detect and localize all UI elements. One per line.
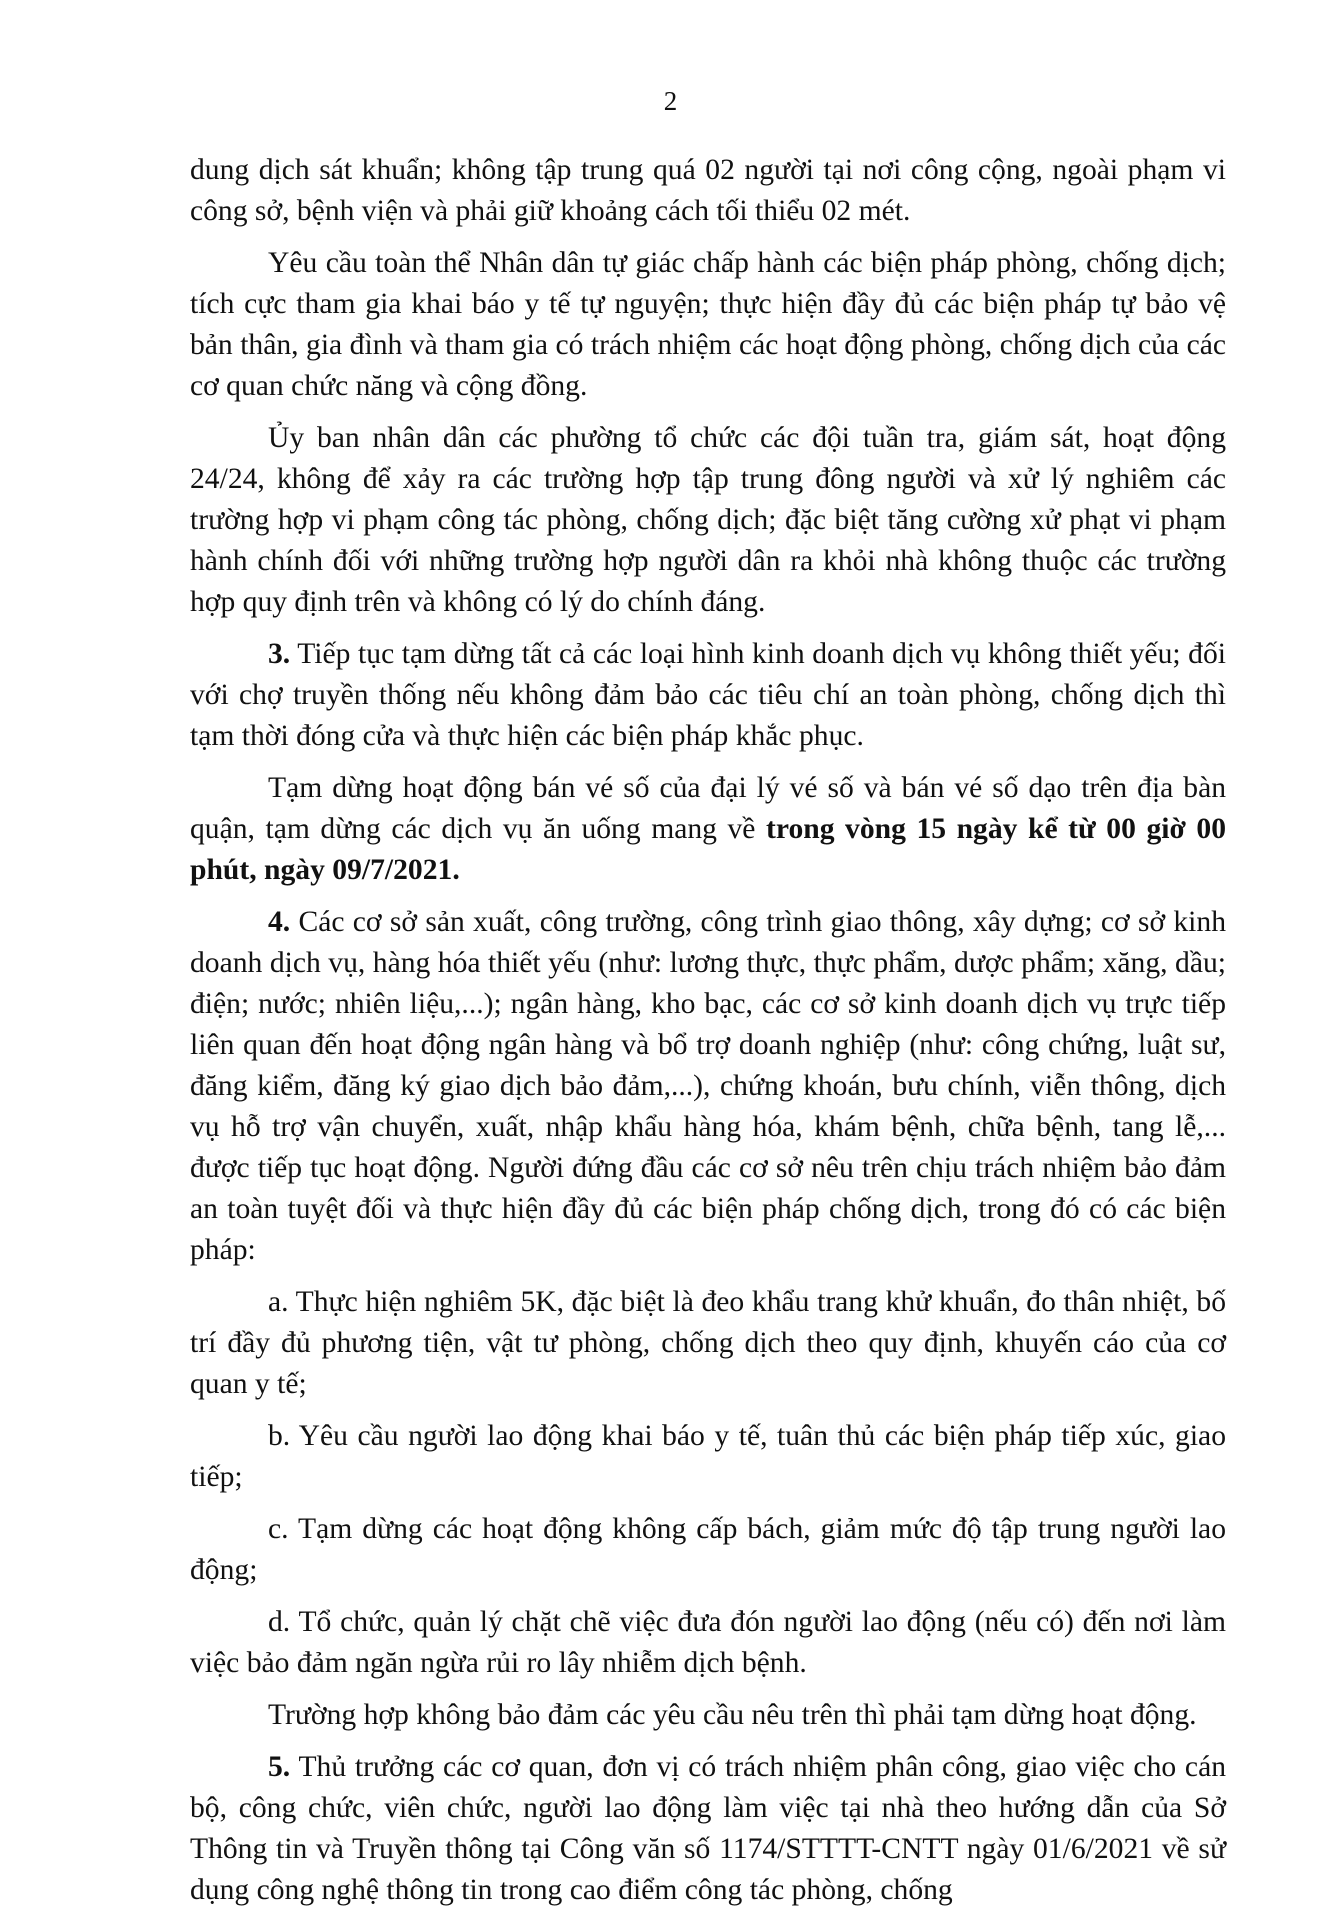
paragraph-text: Tạm dừng hoạt động bán vé số của đại lý vé số và bán vé số dạo trên địa bàn quận, tạm dừng các dịch vụ ăn uống mang về [190, 772, 1226, 845]
paragraph-text: Các cơ sở sản xuất, công trường, công trình giao thông, xây dựng; cơ sở kinh doanh dịch vụ, hàng hóa thiết yếu (như: lương thực, thực phẩm, dược phẩm; xăng, dầu; điện; nước; nhiên liệu,...); ngân hàng, kho bạc, các cơ sở kinh doanh dịch vụ trực tiếp liên quan đến hoạt động ngân hàng và bổ trợ doanh nghiệp (như: công chứng, luật sư, đăng kiểm, đăng ký giao dịch bảo đảm,...), chứng khoán, bưu chính, viễn thông, dịch vụ hỗ trợ vận chuyển, xuất, nhập khẩu hàng hóa, khám bệnh, chữa bệnh, tang lễ,... được tiếp tục hoạt động. Người đứng đầu các cơ sở nêu trên chịu trách nhiệm bảo đảm an toàn tuyệt đối và thực hiện đầy đủ các biện pháp chống dịch, trong đó có các biện pháp: [190, 906, 1226, 1266]
item-number: 3. [268, 638, 291, 670]
item-number: 5. [268, 1751, 291, 1783]
paragraph-citizens-compliance [190, 243, 1226, 407]
paragraph-tail: . [452, 854, 460, 886]
document-body [190, 150, 1226, 1922]
paragraph-text: Thủ trưởng các cơ quan, đơn vị có trách nhiệm phân công, giao việc cho cán bộ, công chức, viên chức, người lao động làm việc tại nhà theo hướng dẫn của Sở Thông tin và Truyền thông tại Công văn số 1174/STTTT-CNTT ngày 01/6/2021 về sử dụng công nghệ thông tin trong cao điểm công tác phòng, chống [190, 1751, 1226, 1906]
paragraph-measure-b [190, 1416, 1226, 1498]
paragraph-text: a. Thực hiện nghiêm 5K, đặc biệt là đeo khẩu trang khử khuẩn, đo thân nhiệt, bố trí đầy đủ phương tiện, vật tư phòng, chống dịch theo quy định, khuyến cáo của cơ quan y tế; [190, 1286, 1226, 1400]
paragraph-text: Ủy ban nhân dân các phường tổ chức các đội tuần tra, giám sát, hoạt động 24/24, không để xảy ra các trường hợp tập trung đông người và xử lý nghiêm các trường hợp vi phạm công tác phòng, chống dịch; đặc biệt tăng cường xử phạt vi phạm hành chính đối với những trường hợp người dân ra khỏi nhà không thuộc các trường hợp quy định trên và không có lý do chính đáng. [190, 422, 1226, 618]
paragraph-text: Yêu cầu toàn thể Nhân dân tự giác chấp hành các biện pháp phòng, chống dịch; tích cực tham gia khai báo y tế tự nguyện; thực hiện đầy đủ các biện pháp tự bảo vệ bản thân, gia đình và tham gia có trách nhiệm các hoạt động phòng, chống dịch của các cơ quan chức năng và cộng đồng. [190, 247, 1226, 402]
paragraph-item-3 [190, 634, 1226, 757]
page-number: 2 [663, 86, 678, 116]
paragraph-text: d. Tổ chức, quản lý chặt chẽ việc đưa đón người lao động (nếu có) đến nơi làm việc bảo đảm ngăn ngừa rủi ro lây nhiễm dịch bệnh. [190, 1606, 1226, 1679]
paragraph-item-4 [190, 902, 1226, 1271]
paragraph-text: dung dịch sát khuẩn; không tập trung quá 02 người tại nơi công cộng, ngoài phạm vi công sở, bệnh viện và phải giữ khoảng cách tối thiểu 02 mét. [190, 154, 1226, 227]
paragraph-lottery-suspension [190, 768, 1226, 891]
paragraph-item-5 [190, 1747, 1226, 1911]
paragraph-text: Trường hợp không bảo đảm các yêu cầu nêu trên thì phải tạm dừng hoạt động. [268, 1699, 1197, 1731]
paragraph-suspend-if-noncompliant [190, 1695, 1226, 1736]
bold-deadline: trong vòng 15 ngày kể từ 00 giờ 00 phút, ngày 09/7/2021 [190, 813, 1226, 886]
paragraph-text: c. Tạm dừng các hoạt động không cấp bách, giảm mức độ tập trung người lao động; [190, 1513, 1226, 1586]
paragraph-continuation [190, 150, 1226, 232]
paragraph-measure-a [190, 1282, 1226, 1405]
paragraph-text: b. Yêu cầu người lao động khai báo y tế, tuân thủ các biện pháp tiếp xúc, giao tiếp; [190, 1420, 1226, 1493]
item-number: 4. [268, 906, 291, 938]
paragraph-measure-c [190, 1509, 1226, 1591]
paragraph-ward-patrols [190, 418, 1226, 623]
paragraph-text: Tiếp tục tạm dừng tất cả các loại hình kinh doanh dịch vụ không thiết yếu; đối với chợ truyền thống nếu không đảm bảo các tiêu chí an toàn phòng, chống dịch thì tạm thời đóng cửa và thực hiện các biện pháp khắc phục. [190, 638, 1226, 752]
paragraph-measure-d [190, 1602, 1226, 1684]
